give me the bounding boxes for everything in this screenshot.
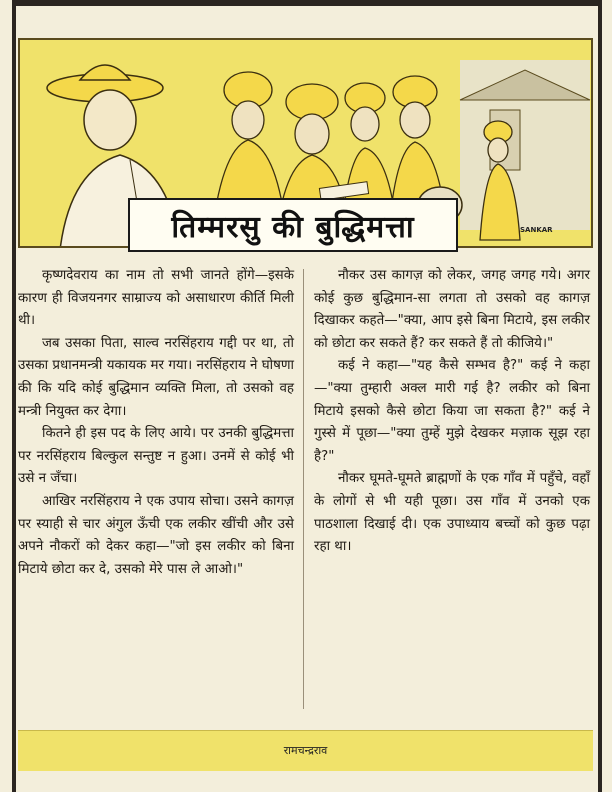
column-divider <box>303 269 304 709</box>
author-name: रामचन्द्रराव <box>283 744 328 757</box>
story-title-box <box>128 198 458 252</box>
page-left-border <box>12 0 16 792</box>
paragraph: जब उसका पिता, साल्व नरसिंहराय गद्दी पर था, तो उसका प्रधानमन्त्री यकायक मर गया। नरसिंहराय ने घोषणा की कि यदि कोई बुद्धिमान व्यक्ति मिला, तो उसको वह मन्त्री नियुक्त कर देगा। <box>18 335 294 419</box>
paragraph: आखिर नरसिंहराय ने एक उपाय सोचा। उसने कागज़ पर स्याही से चार अंगुल ऊँची एक लकीर खींची और उसे अपने नौकरों को देकर कहा—"जो इस लकीर को बिना मिटाये छोटा कर दे, उसको मेरे पास ले आओ।" <box>18 493 294 577</box>
page-top-border <box>12 0 602 6</box>
footer-bar <box>18 730 593 771</box>
story-title: तिम्मरसु की बुद्धिमत्ता <box>171 209 415 245</box>
illustrator-signature: SANKAR <box>520 226 553 234</box>
paragraph: कई ने कहा—"यह कैसे सम्भव है?" कई ने कहा—"क्या तुम्हारी अक्ल मारी गई है? लकीर को बिना मिटाये इसको कैसे छोटा किया जा सकता है?" कई ने गुस्से में पूछा—"क्या तुम्हें मुझे देखकर मज़ाक सूझ रहा है?" <box>314 358 590 464</box>
page-right-border <box>598 0 602 792</box>
paragraph: कृष्णदेवराय का नाम तो सभी जानते होंगे—इसके कारण ही विजयनगर साम्राज्य को असाधारण कीर्ति मिली थी। <box>18 268 294 329</box>
left-column <box>18 265 294 581</box>
story-body <box>18 265 593 725</box>
paragraph: कितने ही इस पद के लिए आये। पर उनकी बुद्धिमत्ता पर नरसिंहराय बिल्कुल सन्तुष्ट न हुआ। उनमें से कोई भी उसे न जँचा। <box>18 426 294 487</box>
paragraph: नौकर घूमते-घूमते ब्राह्मणों के एक गाँव में पहुँचे, वहाँ के लोगों से भी यही पूछा। उस गाँव में उनको एक पाठशाला दिखाई दी। एक उपाध्याय बच्चों को कुछ पढ़ा रहा था। <box>314 471 590 555</box>
paragraph: नौकर उस कागज़ को लेकर, जगह जगह गये। अगर कोई कुछ बुद्धिमान-सा लगता तो उसको वह कागज़ दिखाकर कहते—"क्या, आप इसे बिना मिटाये, इस लकीर को छोटा कर सकते हैं? कर सकते हैं तो कीजिये।" <box>314 268 590 351</box>
right-column <box>314 265 590 559</box>
